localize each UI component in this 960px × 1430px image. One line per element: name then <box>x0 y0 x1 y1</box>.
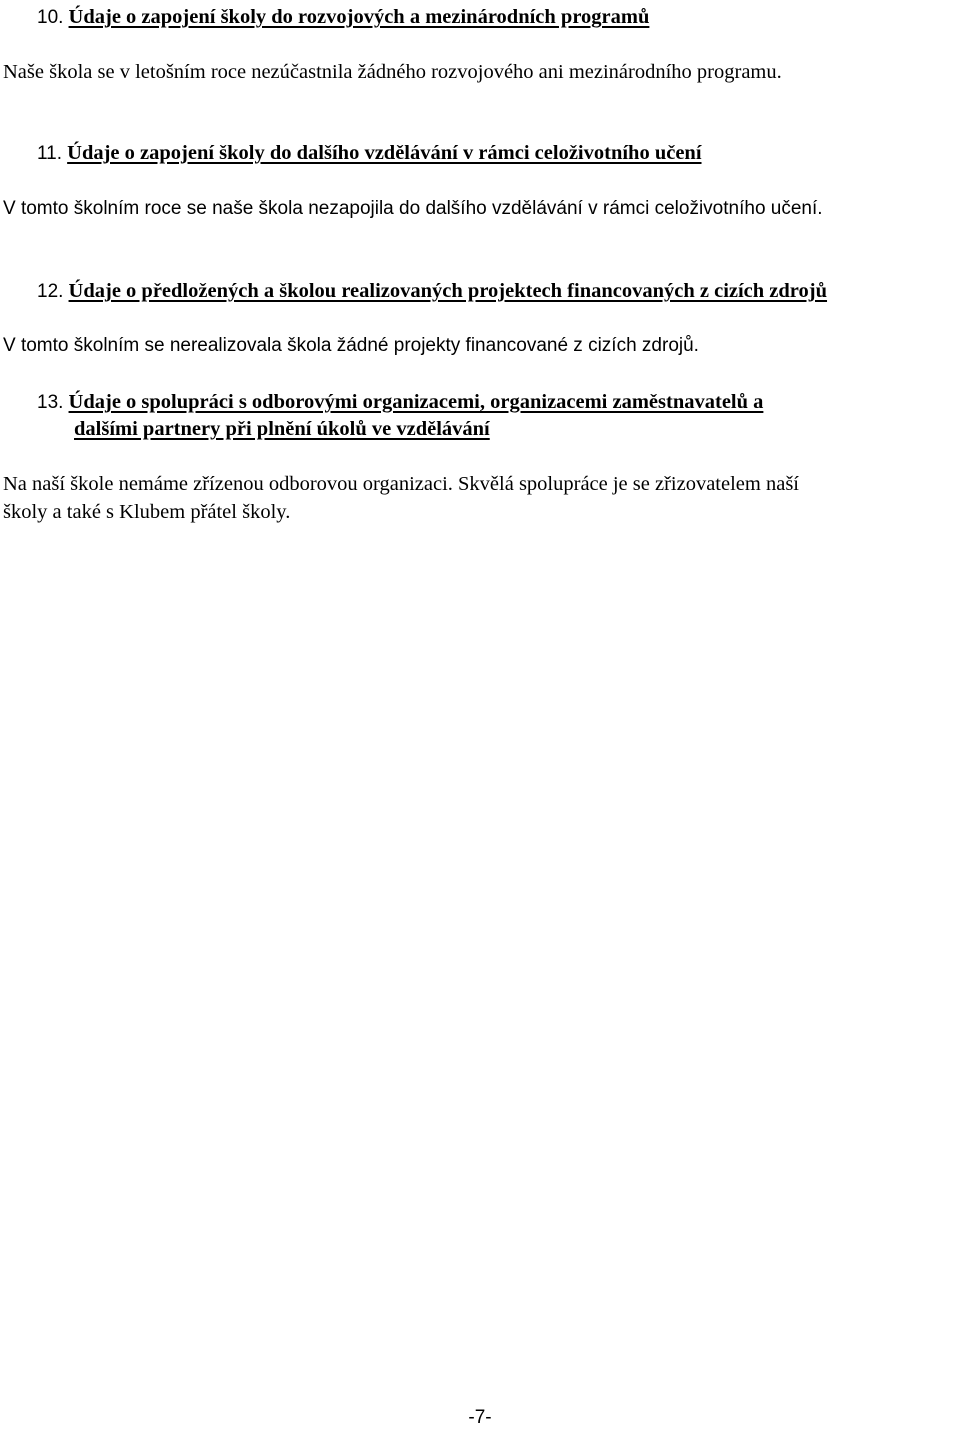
section-11-text: V tomto školním roce se naše škola nezapojila do dalšího vzdělávání v rámci celoživotního učení. <box>3 198 823 219</box>
section-13-number: 13. <box>37 392 64 413</box>
section-12-number: 12. <box>37 281 64 302</box>
section-13-text-line1: Na naší škole nemáme zřízenou odborovou organizaci. Skvělá spolupráce je se zřizovatelem naší <box>3 473 799 495</box>
section-13-heading-line2: dalšími partnery při plnění úkolů ve vzdělávání <box>74 418 490 440</box>
section-12-heading-row <box>37 279 827 304</box>
section-10-text: Naše škola se v letošním roce nezúčastnila žádného rozvojového ani mezinárodního programu. <box>3 61 782 83</box>
section-10-heading-row <box>37 5 649 30</box>
section-12-heading: Údaje o předložených a školou realizovaných projektech financovaných z cizích zdrojů <box>68 280 828 302</box>
section-11-number: 11. <box>37 143 63 164</box>
section-11-heading-row <box>37 141 702 166</box>
section-10-heading: Údaje o zapojení školy do rozvojových a mezinárodních programů <box>68 6 650 28</box>
section-13-heading-row-2 <box>74 417 490 441</box>
section-13-heading-row <box>37 390 763 415</box>
section-10-number: 10. <box>37 7 64 28</box>
section-13-heading-line1: Údaje o spolupráci s odborovými organizacemi, organizacemi zaměstnavatelů a <box>68 391 764 413</box>
page-number: -7- <box>468 1407 492 1428</box>
section-11-heading: Údaje o zapojení školy do dalšího vzdělávání v rámci celoživotního učení <box>67 142 702 164</box>
section-12-text: V tomto školním se nerealizovala škola žádné projekty financované z cizích zdrojů. <box>3 335 699 356</box>
section-13-text-line2: školy a také s Klubem přátel školy. <box>3 501 291 523</box>
